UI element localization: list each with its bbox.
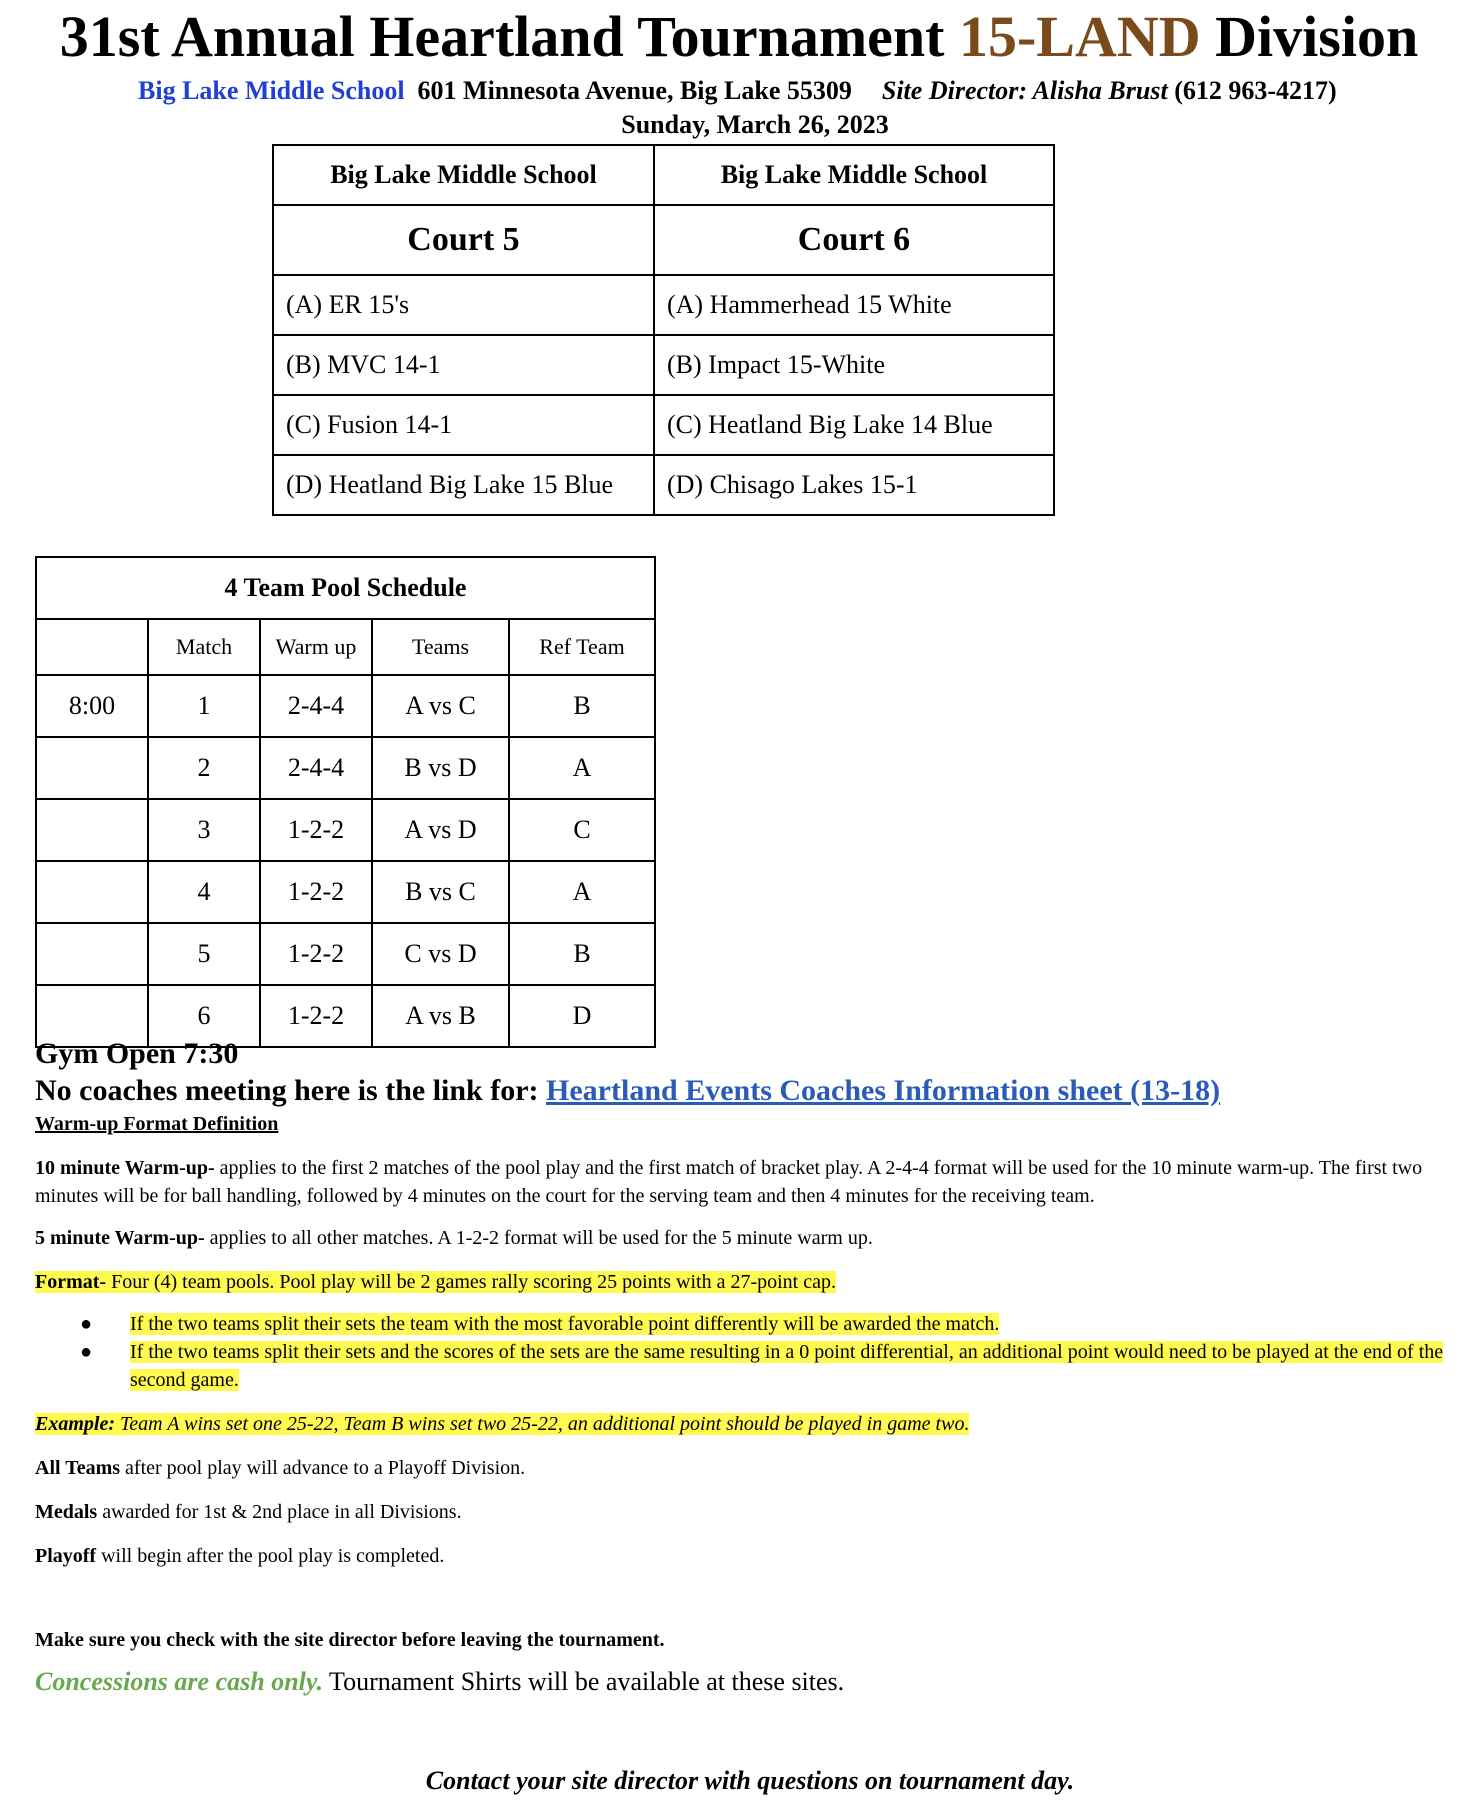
- format-paragraph: [35, 1268, 1445, 1296]
- ref-cell: D: [509, 985, 655, 1047]
- ref-cell: B: [509, 675, 655, 737]
- match-cell: 3: [148, 799, 260, 861]
- team-cell: (B) Impact 15-White: [654, 335, 1054, 395]
- ref-cell: B: [509, 923, 655, 985]
- teams-cell: A vs C: [372, 675, 509, 737]
- coaches-text: No coaches meeting here is the link for:: [35, 1074, 539, 1107]
- bullet-text: If the two teams split their sets and the scores of the sets are the same resulting in a 0 point differential, an additional point would need to be played at the end of the second game.: [130, 1341, 1444, 1391]
- court-names-row: [273, 205, 1054, 275]
- paragraph-text: awarded for 1st & 2nd place in all Divisions.: [97, 1501, 462, 1523]
- team-cell: (D) Chisago Lakes 15-1: [654, 455, 1054, 515]
- courts-table: [272, 144, 1055, 516]
- team-row: [273, 395, 1054, 455]
- paragraph-text: Tournament Shirts will be available at these sites.: [322, 1667, 845, 1696]
- warmup-cell: 1-2-2: [260, 923, 372, 985]
- warmup-cell: 2-4-4: [260, 675, 372, 737]
- column-header: Teams: [372, 619, 509, 675]
- court-6-location: Big Lake Middle School: [654, 145, 1054, 205]
- gym-open: Gym Open 7:30: [35, 1037, 239, 1070]
- time-cell: [36, 737, 148, 799]
- team-cell: (A) Hammerhead 15 White: [654, 275, 1054, 335]
- warmup-cell: 1-2-2: [260, 985, 372, 1047]
- list-item: [80, 1338, 1445, 1394]
- pool-title: 4 Team Pool Schedule: [36, 557, 655, 619]
- paragraph-text: will begin after the pool play is completed.: [96, 1545, 445, 1567]
- court-5-name: Court 5: [273, 205, 654, 275]
- teams-cell: B vs D: [372, 737, 509, 799]
- title-prefix: 31st Annual Heartland Tournament: [59, 4, 945, 69]
- table-row: [36, 799, 655, 861]
- warmup-cell: 2-4-4: [260, 737, 372, 799]
- teams-cell: A vs B: [372, 985, 509, 1047]
- all-teams-paragraph: [35, 1454, 1445, 1482]
- paragraph-text: Team A wins set one 25-22, Team B wins set two 25-22, an additional point should be played in game two.: [115, 1413, 970, 1435]
- column-header: Match: [148, 619, 260, 675]
- match-cell: 4: [148, 861, 260, 923]
- pool-title-row: [36, 557, 655, 619]
- paragraph-lead: 5 minute Warm-up-: [35, 1227, 205, 1249]
- contact-footer: Contact your site director with questions on tournament day.: [425, 1766, 1075, 1795]
- table-row: [36, 675, 655, 737]
- coaches-note: [35, 1072, 1220, 1110]
- match-cell: 1: [148, 675, 260, 737]
- playoff-paragraph: [35, 1542, 1445, 1570]
- column-header: [36, 619, 148, 675]
- team-cell: (D) Heatland Big Lake 15 Blue: [273, 455, 654, 515]
- team-cell: (C) Heatland Big Lake 14 Blue: [654, 395, 1054, 455]
- example-paragraph: [35, 1410, 1445, 1438]
- highlighted-text: [35, 1413, 969, 1435]
- site-info: [138, 74, 1337, 108]
- director-phone: (612 963-4217): [1174, 76, 1337, 105]
- coaches-info-link[interactable]: Heartland Events Coaches Information sheet (13-18): [546, 1074, 1221, 1107]
- warmup-10-paragraph: [35, 1154, 1445, 1210]
- paragraph-lead: Playoff: [35, 1545, 97, 1567]
- paragraph-text: Four (4) team pools. Pool play will be 2 games rally scoring 25 points with a 27-point cap.: [106, 1271, 836, 1293]
- warmup-heading: Warm-up Format Definition: [35, 1113, 279, 1135]
- team-row: [273, 455, 1054, 515]
- teams-cell: A vs D: [372, 799, 509, 861]
- court-6-name: Court 6: [654, 205, 1054, 275]
- column-header: Warm up: [260, 619, 372, 675]
- ref-cell: A: [509, 861, 655, 923]
- highlighted-text: [35, 1271, 836, 1293]
- teams-cell: B vs C: [372, 861, 509, 923]
- bullet-icon: ●: [80, 1341, 93, 1363]
- title-accent: 15-LAND: [958, 4, 1201, 69]
- match-cell: 2: [148, 737, 260, 799]
- site-director-reminder: Make sure you check with the site director before leaving the tournament.: [35, 1629, 665, 1651]
- match-cell: 6: [148, 985, 260, 1047]
- event-date: Sunday, March 26, 2023: [621, 110, 889, 139]
- match-cell: 5: [148, 923, 260, 985]
- bullet-icon: ●: [80, 1313, 93, 1335]
- school-address: 601 Minnesota Avenue, Big Lake 55309: [417, 76, 852, 105]
- paragraph-lead: 10 minute Warm-up-: [35, 1157, 215, 1179]
- medals-paragraph: [35, 1498, 1445, 1526]
- list-item: [80, 1310, 1445, 1338]
- table-row: [36, 923, 655, 985]
- bullet-text: If the two teams split their sets the team with the most favorable point differently will be awarded the match.: [130, 1313, 1000, 1335]
- courts-header-row: [273, 145, 1054, 205]
- paragraph-lead: Example:: [35, 1413, 115, 1435]
- time-cell: [36, 923, 148, 985]
- ref-cell: C: [509, 799, 655, 861]
- time-cell: [36, 861, 148, 923]
- table-row: [36, 861, 655, 923]
- title-suffix: Division: [1215, 4, 1419, 69]
- team-cell: (C) Fusion 14-1: [273, 395, 654, 455]
- paragraph-text: applies to the first 2 matches of the pool play and the first match of bracket play. A 2-4-4 format will be used for the 10 minute warm-up. The first two minutes will be for ball handling, followed by 4 minutes on the court for the serving team and then 4 minutes for the receiving team.: [35, 1157, 1423, 1207]
- pool-schedule-table: [35, 556, 656, 1048]
- teams-cell: C vs D: [372, 923, 509, 985]
- pool-header-row: [36, 619, 655, 675]
- paragraph-text: applies to all other matches. A 1-2-2 format will be used for the 5 minute warm up.: [204, 1227, 873, 1249]
- team-cell: (A) ER 15's: [273, 275, 654, 335]
- ref-cell: A: [509, 737, 655, 799]
- team-row: [273, 335, 1054, 395]
- format-bullets: [80, 1310, 1445, 1394]
- warmup-cell: 1-2-2: [260, 799, 372, 861]
- concessions-paragraph: [35, 1664, 1445, 1700]
- paragraph-lead: Format-: [35, 1271, 107, 1293]
- column-header: Ref Team: [509, 619, 655, 675]
- paragraph-lead: All Teams: [35, 1457, 121, 1479]
- time-cell: [36, 799, 148, 861]
- court-5-location: Big Lake Middle School: [273, 145, 654, 205]
- school-name: Big Lake Middle School: [138, 76, 405, 105]
- warmup-5-paragraph: [35, 1224, 1445, 1252]
- concessions-note: Concessions are cash only.: [35, 1667, 323, 1696]
- time-cell: 8:00: [36, 675, 148, 737]
- table-row: [36, 737, 655, 799]
- team-row: [273, 275, 1054, 335]
- page-title: [0, 2, 1478, 72]
- paragraph-lead: Medals: [35, 1501, 98, 1523]
- warmup-cell: 1-2-2: [260, 861, 372, 923]
- team-cell: (B) MVC 14-1: [273, 335, 654, 395]
- paragraph-text: after pool play will advance to a Playoff Division.: [120, 1457, 526, 1479]
- site-director: Site Director: Alisha Brust: [881, 76, 1168, 105]
